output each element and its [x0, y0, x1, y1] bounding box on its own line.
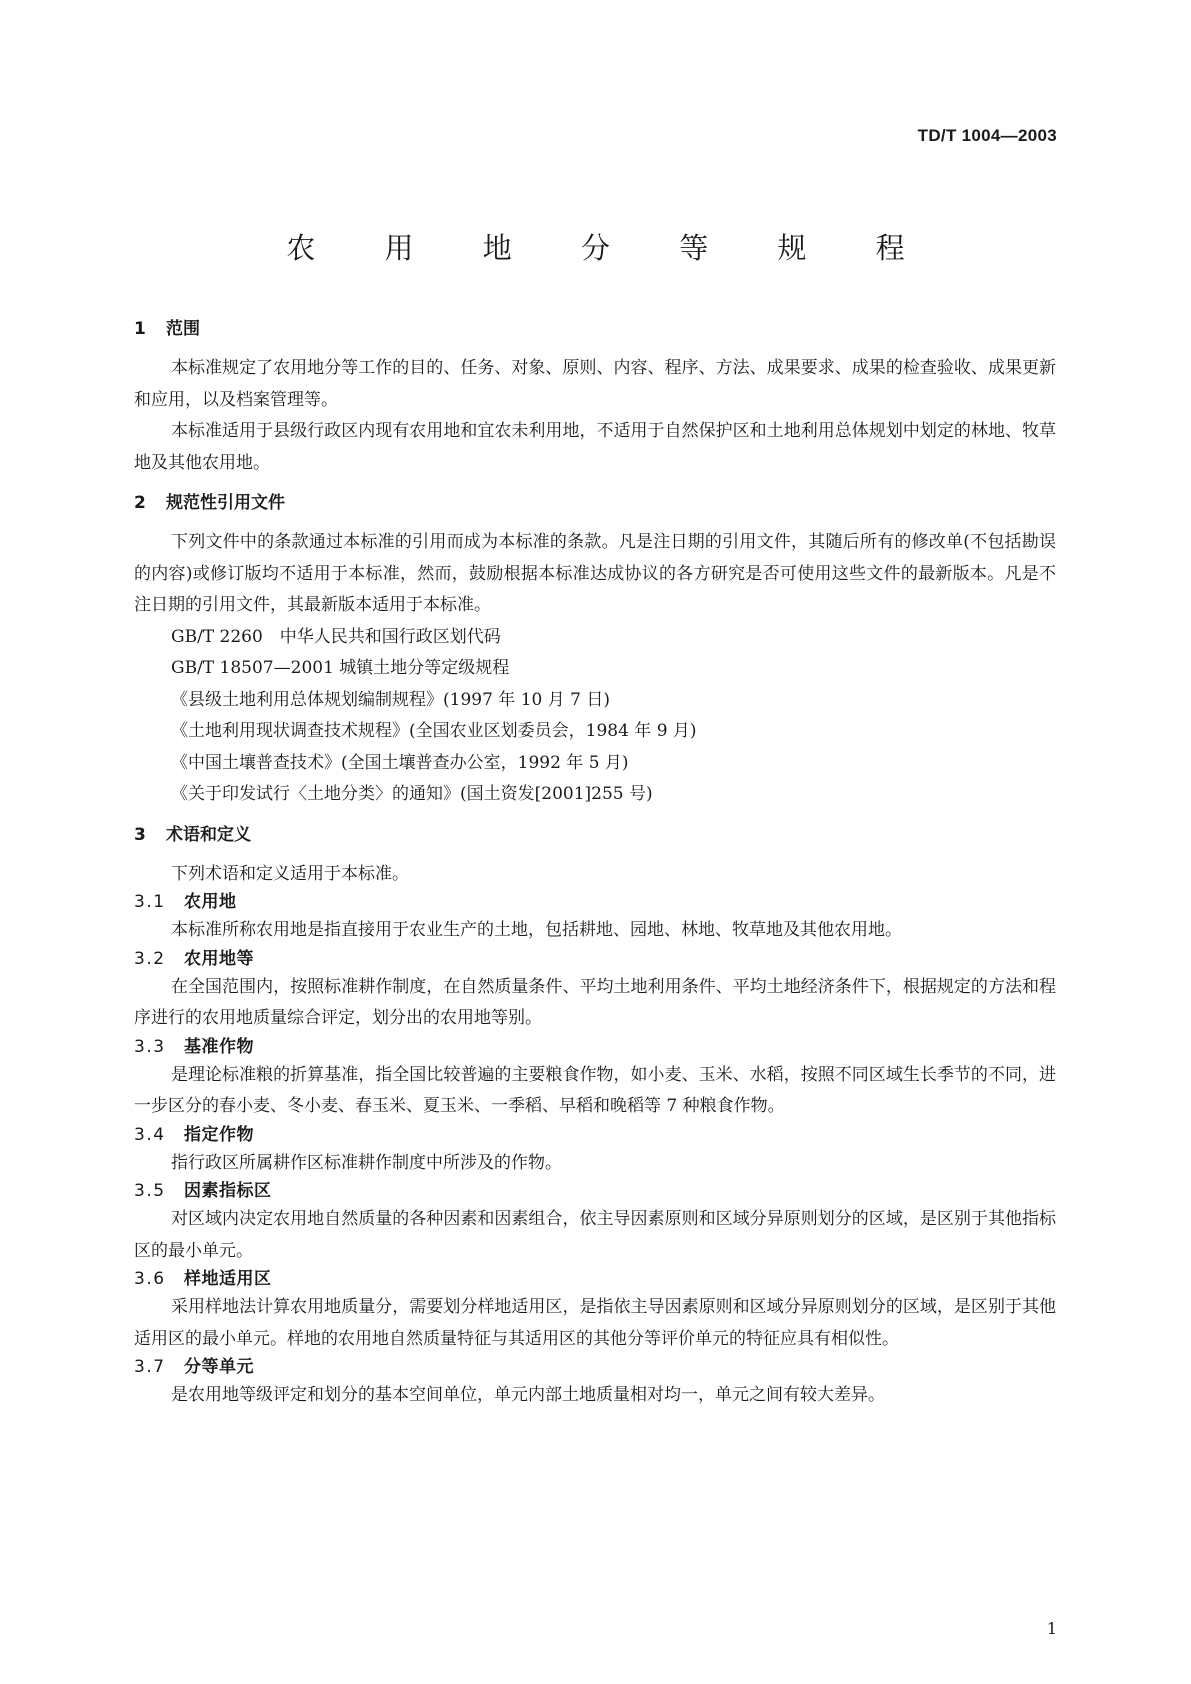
reference-item: GB/T 18507—2001 城镇土地分等定级规程	[171, 658, 510, 678]
page-number: 1	[1046, 1619, 1057, 1638]
term-number: 3.4	[134, 1124, 166, 1145]
term-name: 指定作物	[184, 1124, 254, 1145]
paragraph: 本标准适用于县级行政区内现有农用地和宜农未利用地，不适用于自然保护区和土地利用总体规划中划定的林地、牧草地及其他农用地。	[134, 421, 1056, 473]
term-heading	[134, 1179, 1056, 1204]
reference-item: 《县级土地利用总体规划编制规程》(1997 年 10 月 7 日)	[171, 689, 610, 710]
section-title: 范围	[166, 319, 200, 339]
term-name: 样地适用区	[184, 1269, 272, 1289]
document-code: TD/T 1004—2003	[917, 126, 1057, 145]
reference-item: 《关于印发试行〈土地分类〉的通知》(国土资发[2001]255 号)	[171, 784, 653, 804]
paragraph: 下列术语和定义适用于本标准。	[171, 863, 409, 884]
reference-item: 《土地利用现状调查技术规程》(全国农业区划委员会，1984 年 9 月)	[171, 721, 697, 741]
term-heading	[134, 1355, 1056, 1380]
term-number: 3.3	[134, 1036, 166, 1057]
term-definition: 对区域内决定农用地自然质量的各种因素和因素组合，依主导因素原则和区域分异原则划分的区域，是区别于其他指标区的最小单元。	[134, 1209, 1056, 1261]
section-title: 术语和定义	[166, 824, 251, 845]
term-name: 农用地	[184, 892, 237, 912]
document-title: 农 用 地 分 等 规 程	[286, 231, 935, 265]
reference-item: GB/T 2260 中华人民共和国行政区划代码	[171, 626, 501, 647]
section-heading-scope	[134, 318, 1056, 340]
term-number: 3.6	[134, 1269, 166, 1289]
term-definition: 指行政区所属耕作区标准耕作制度中所涉及的作物。	[171, 1152, 562, 1173]
section-title: 规范性引用文件	[166, 493, 285, 513]
term-definition: 是农用地等级评定和划分的基本空间单位，单元内部土地质量相对均一，单元之间有较大差异。	[171, 1385, 885, 1405]
term-name: 农用地等	[184, 948, 254, 969]
term-name: 基准作物	[184, 1036, 254, 1057]
term-heading	[134, 947, 1056, 972]
term-definition: 在全国范围内，按照标准耕作制度，在自然质量条件、平均土地利用条件、平均土地经济条件下，根据规定的方法和程序进行的农用地质量综合评定，划分出的农用地等别。	[134, 976, 1056, 1028]
term-definition: 是理论标准粮的折算基准，指全国比较普遍的主要粮食作物，如小麦、玉米、水稻，按照不同区域生长季节的不同，进一步区分的春小麦、冬小麦、春玉米、夏玉米、一季稻、早稻和晚稻等 7 种粮食作物。	[134, 1064, 1056, 1116]
paragraph: 下列文件中的条款通过本标准的引用而成为本标准的条款。凡是注日期的引用文件，其随后所有的修改单(不包括勘误的内容)或修订版均不适用于本标准，然而，鼓励根据本标准达成协议的各方研究是否可使用这些文件的最新版本。凡是不注日期的引用文件，其最新版本适用于本标准。	[134, 532, 1056, 615]
term-heading	[134, 1035, 1056, 1060]
section-number: 1	[134, 319, 146, 339]
section-heading-terms	[134, 824, 1056, 846]
section-heading-normative-references	[134, 492, 1056, 514]
section-number: 3	[134, 824, 146, 845]
term-number: 3.2	[134, 948, 166, 969]
term-heading	[134, 890, 1056, 915]
term-number: 3.1	[134, 892, 166, 912]
paragraph: 本标准规定了农用地分等工作的目的、任务、对象、原则、内容、程序、方法、成果要求、成果的检查验收、成果更新和应用，以及档案管理等。	[134, 358, 1056, 410]
reference-item: 《中国土壤普查技术》(全国土壤普查办公室，1992 年 5 月)	[171, 752, 629, 773]
term-name: 分等单元	[184, 1357, 254, 1377]
term-heading	[134, 1267, 1056, 1292]
term-heading	[134, 1123, 1056, 1148]
term-name: 因素指标区	[184, 1181, 272, 1201]
term-definition: 本标准所称农用地是指直接用于农业生产的土地，包括耕地、园地、林地、牧草地及其他农用地。	[171, 920, 902, 940]
document-body	[134, 318, 1056, 1412]
term-number: 3.5	[134, 1181, 166, 1201]
term-number: 3.7	[134, 1357, 166, 1377]
section-number: 2	[134, 493, 146, 513]
term-definition: 采用样地法计算农用地质量分，需要划分样地适用区，是指依主导因素原则和区域分异原则划分的区域，是区别于其他适用区的最小单元。样地的农用地自然质量特征与其适用区的其他分等评价单元的特征应具有相似性。	[134, 1297, 1056, 1349]
